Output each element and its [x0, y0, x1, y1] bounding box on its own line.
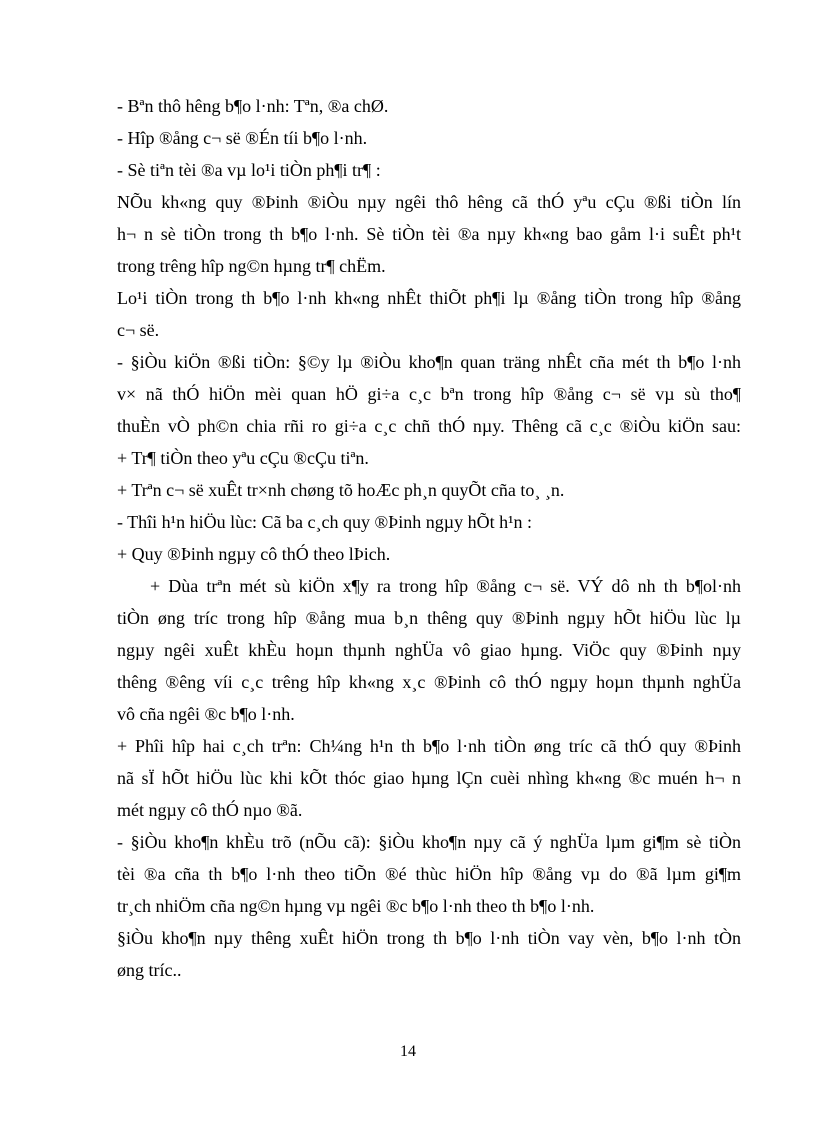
text-line: - Sè tiªn tèi ®a vµ lo¹i tiÒn ph¶i tr¶ :: [117, 160, 381, 180]
text-line: v× nã thÓ hiÖn mèi quan hÖ gi÷a c¸c bªn trong hîp ®ång c¬ së vµ sù tho¶: [117, 384, 741, 404]
text-line: - §iÒu kiÖn ®ßi tiÒn: §©y lµ ®iÒu kho¶n quan träng nhÊt cña mét th b¶o l·nh: [117, 352, 741, 372]
text-line: + Tr¶ tiÒn theo yªu cÇu ®cÇu tiªn.: [117, 448, 369, 468]
text-line: øng tríc..: [117, 960, 182, 980]
text-line: - Thîi h¹n hiÖu lùc: Cã ba c¸ch quy ®Þinh ngµy hÕt h¹n :: [117, 512, 532, 532]
text-line: - Hîp ®ång c¬ së ®Én tíi b¶o l·nh.: [117, 128, 368, 148]
text-line: + Phîi hîp hai c¸ch trªn: Ch¼ng h¹n th b¶o l·nh tiÒn øng tríc cã thÓ quy ®Þinh: [117, 736, 741, 756]
text-line: - §iÒu kho¶n khÈu trõ (nÕu cã): §iÒu kho¶n nµy cã ý nghÜa lµm gi¶m sè tiÒn: [117, 832, 741, 852]
text-line: tiÒn øng tríc trong hîp ®ång mua b¸n thêng quy ®Þinh ngµy hÕt hiÖu lùc lµ: [117, 608, 741, 628]
text-line: NÕu kh«ng quy ®Þinh ®iÒu nµy ngêi thô hêng cã thÓ yªu cÇu ®ßi tiÒn lín: [117, 192, 741, 212]
text-line: tèi ®a cña th b¶o l·nh theo tiÕn ®é thùc hiÖn hîp ®ång vµ do ®ã lµm gi¶m: [117, 864, 741, 884]
text-line: thuÈn vÒ ph©n chia rñi ro gi÷a c¸c chñ thÓ nµy. Thêng cã c¸c ®iÒu kiÖn sau:: [117, 416, 741, 436]
text-line: nã sÏ hÕt hiÖu lùc khi kÕt thóc giao hµng lÇn cuèi nhìng kh«ng ®c muén h¬ n: [117, 768, 741, 788]
text-line: h¬ n sè tiÒn trong th b¶o l·nh. Sè tiÒn tèi ®a nµy kh«ng bao gåm l·i suÊt ph¹t: [117, 224, 741, 244]
text-line: + Dùa trªn mét sù kiÖn x¶y ra trong hîp ®ång c¬ së. VÝ dô nh th b¶ol·nh: [150, 576, 741, 596]
text-line: §iÒu kho¶n nµy thêng xuÊt hiÖn trong th b¶o l·nh tiÒn vay vèn, b¶o l·nh tÒn: [117, 928, 741, 948]
text-line: mét ngµy cô thÓ nµo ®ã.: [117, 800, 303, 820]
text-line: trong trêng hîp ng©n hµng tr¶ chËm.: [117, 256, 386, 276]
text-line: - Bªn thô hêng b¶o l·nh: Tªn, ®a chØ.: [117, 96, 389, 116]
text-line: ngµy ngêi xuÊt khÈu hoµn thµnh nghÜa vô giao hµng. ViÖc quy ®Þinh nµy: [117, 640, 741, 660]
document-body: [117, 90, 741, 986]
text-line: tr¸ch nhiÖm cña ng©n hµng vµ ngêi ®c b¶o l·nh theo th b¶o l·nh.: [117, 896, 595, 916]
text-line: vô cña ngêi ®c b¶o l·nh.: [117, 704, 295, 724]
text-line: + Quy ®Þinh ngµy cô thÓ theo lÞich.: [117, 544, 391, 564]
text-line: c¬ së.: [117, 320, 160, 340]
text-line: thêng ®êng víi c¸c trêng hîp kh«ng x¸c ®Þinh cô thÓ ngµy hoµn thµnh nghÜa: [117, 672, 741, 692]
text-line: Lo¹i tiÒn trong th b¶o l·nh kh«ng nhÊt thiÕt ph¶i lµ ®ång tiÒn trong hîp ®ång: [117, 288, 741, 308]
page-number: 14: [400, 1043, 416, 1060]
text-line: + Trªn c¬ së xuÊt tr×nh chøng tõ hoÆc ph¸n quyÕt cña to¸ ¸n.: [117, 480, 565, 500]
